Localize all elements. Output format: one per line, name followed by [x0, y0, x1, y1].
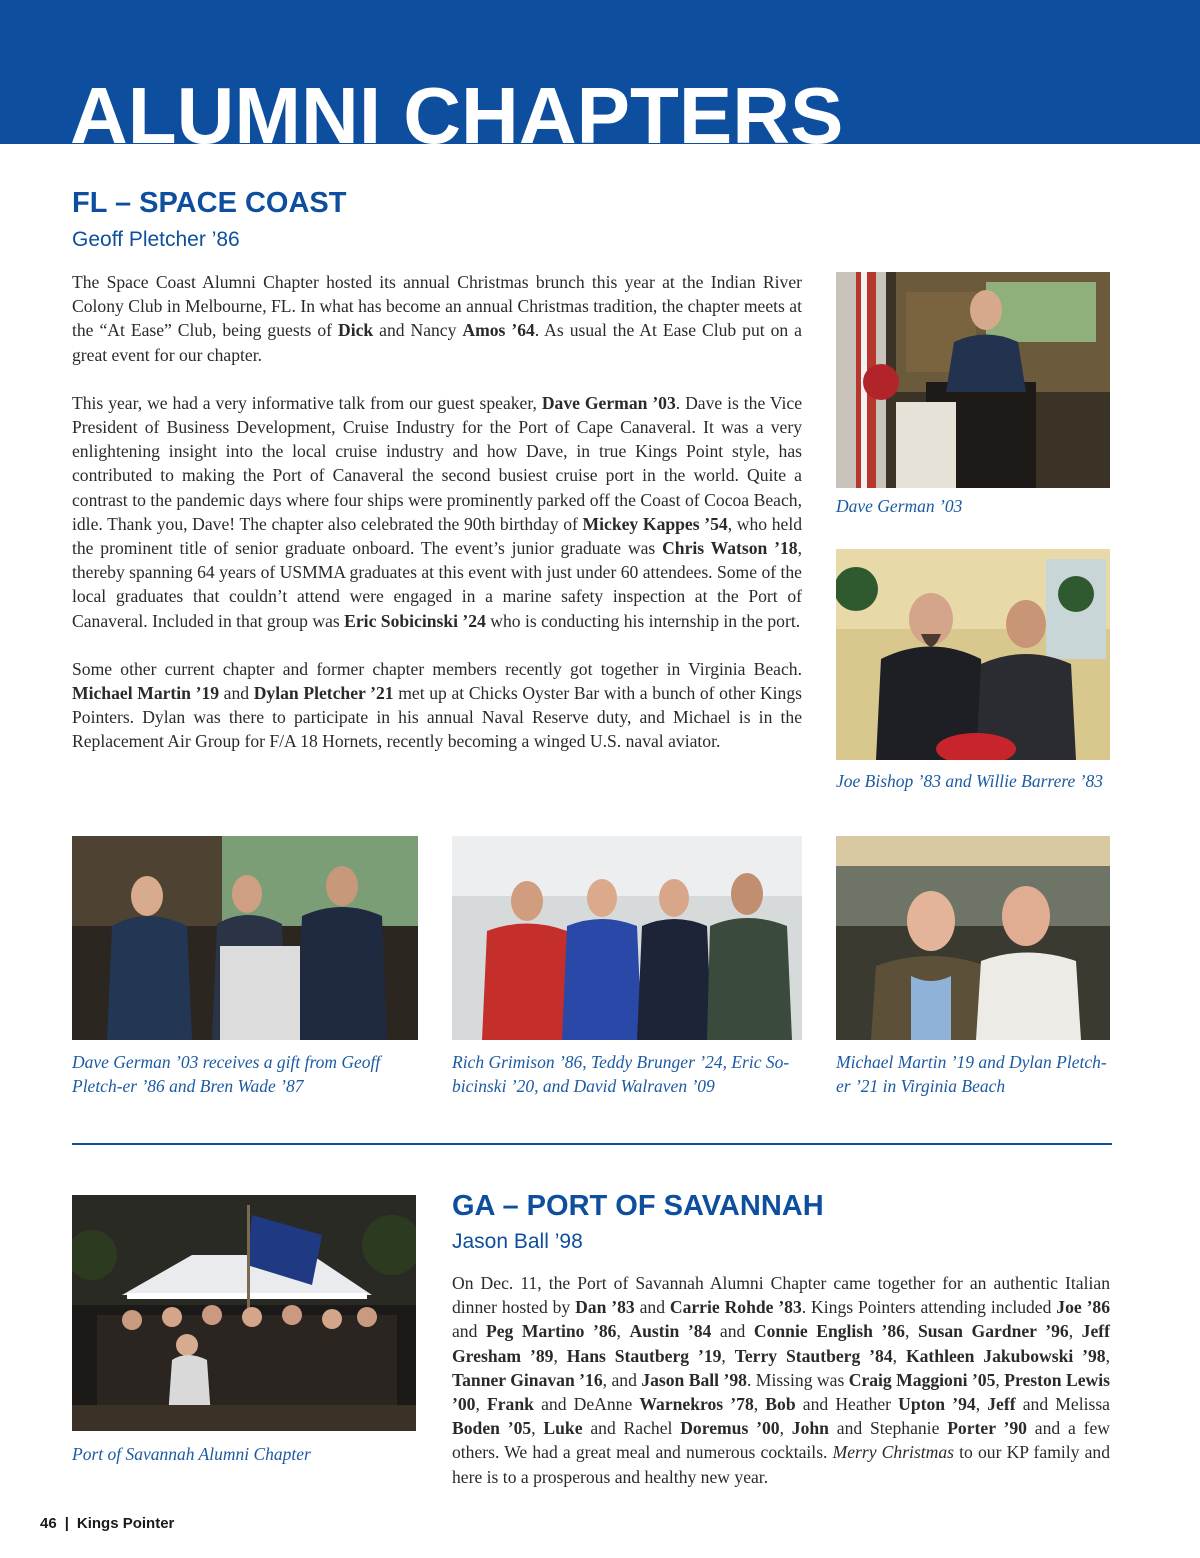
section-title-ga: GA – PORT OF SAVANNAH — [452, 1190, 824, 1222]
paragraph: On Dec. 11, the Port of Savannah Alumni Chapter came together for an authentic Italian dinner hosted by Dan ’83 and Carrie Rohde ’83. Kings Pointers attending included Joe ’86 and Peg Martino ’86, Austin ’84 and Connie English ’86, Susan Gardner ’96, Jeff Gresham ’89, Hans Stautberg ’19, Terry Stautberg ’84, Kathleen Jakubowski ’98, Tanner Ginavan ’16, and Jason Ball ’98. Missing was Craig Maggioni ’05, Preston Lewis ’00, Frank and DeAnne Warnekros ’78, Bob and Heather Upton ’94, Jeff and Melissa Boden ’05, Luke and Rachel Doremus ’00, John and Stephanie Porter ’90 and a few others. We had a great meal and numerous cocktails. Merry Christmas to our KP family and here is to a prosperous and healthy new year. — [452, 1273, 1111, 1487]
photo-port-of-savannah-chapter — [72, 1195, 416, 1431]
caption-rich-grimison: Rich Grimison ’86, Teddy Brunger ’24, Eric So-bicinski ’20, and David Walraven ’09 — [452, 1052, 790, 1096]
caption-joe-bishop: Joe Bishop ’83 and Willie Barrere ’83 — [836, 771, 1103, 791]
publication-name: Kings Pointer — [76, 1515, 175, 1532]
caption-gift: Dave German ’03 receives a gift from Geoff Pletch-er ’86 and Bren Wade ’87 — [72, 1052, 381, 1096]
photo-rich-grimison-group — [452, 836, 802, 1040]
page-footer — [40, 1515, 174, 1532]
photo-dave-german-speaking — [836, 272, 1110, 488]
section-author-ga: Jason Ball ’98 — [452, 1230, 583, 1253]
page-number: 46 — [40, 1515, 57, 1532]
section-divider — [72, 1143, 1112, 1145]
caption-michael-martin: Michael Martin ’19 and Dylan Pletch-er ’21 in Virginia Beach — [836, 1052, 1107, 1096]
caption-port-of-savannah: Port of Savannah Alumni Chapter — [72, 1444, 311, 1464]
caption-dave-german: Dave German ’03 — [836, 496, 963, 516]
paragraph: The Space Coast Alumni Chapter hosted its annual Christmas brunch this year at the Indian River Colony Club in Melbourne, FL. In what has become an annual Christmas tradition, the chapter meets at the “At Ease” Club, being guests of Dick and Nancy Amos ’64. As usual the At Ease Club put on a great event for our chapter. — [72, 272, 802, 365]
page-banner — [0, 0, 1200, 144]
section-author-fl: Geoff Pletcher ’86 — [72, 228, 240, 251]
article-body-fl — [72, 270, 802, 778]
footer-separator: | — [64, 1515, 69, 1532]
section-title-fl: FL – SPACE COAST — [72, 187, 347, 219]
paragraph: Some other current chapter and former chapter members recently got together in Virginia Beach. Michael Martin ’19 and Dylan Pletcher ’21 met up at Chicks Oyster Bar with a bunch of other Kings Pointers. Dylan was there to participate in his annual Naval Reserve duty, and Michael is in the Replacement Air Group for F/A 18 Hornets, recently becoming a winged U.S. naval aviator. — [72, 658, 802, 752]
page-title: ALUMNI CHAPTERS — [70, 71, 844, 144]
photo-michael-martin-dylan-pletcher — [836, 836, 1110, 1040]
paragraph: This year, we had a very informative talk from our guest speaker, Dave German ’03. Dave is the Vice President of Business Development, Cruise Industry for the Port of Cape Canaveral. It was a very enlightening insight into the local cruise industry and how Dave, in true Kings Point style, has contributed to making the Port of Canaveral the second busiest cruise port in the world. Quite a contrast to the pandemic days where four ships were prominently parked off the Coast of Cocoa Beach, idle. Thank you, Dave! The chapter also celebrated the 90th birthday of Mickey Kappes ’54, who held the prominent title of senior graduate onboard. The event’s junior graduate was Chris Watson ’18, thereby spanning 64 years of USMMA graduates at this event with just under 60 attendees. Some of the local graduates that couldn’t attend were engaged in a marine safety inspection at the Port of Canaveral. Included in that group was Eric Sobicinski ’24 who is conducting his internship in the port. — [72, 392, 803, 631]
photo-joe-bishop-willie-barrere — [836, 549, 1110, 760]
photo-gift-presentation — [72, 836, 418, 1040]
article-body-ga — [452, 1271, 1110, 1513]
